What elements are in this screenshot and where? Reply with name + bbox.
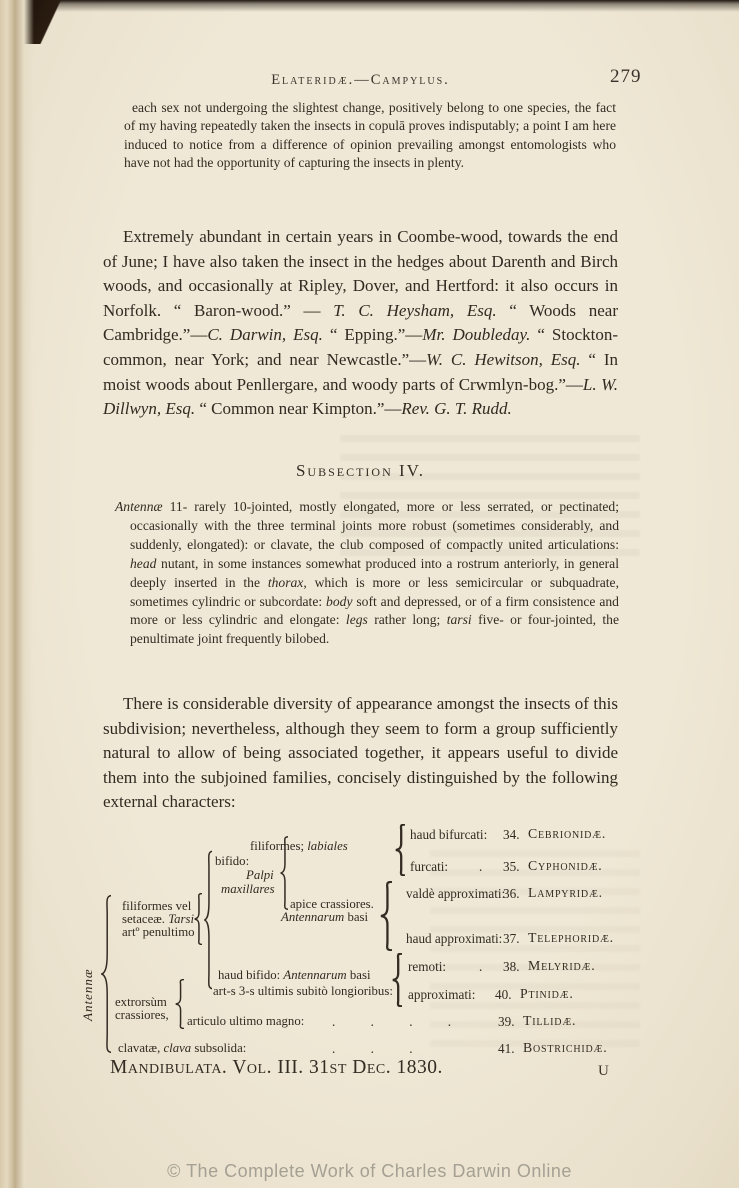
brace-extrorsum-group: [175, 979, 184, 1029]
key-family-number: 39.: [498, 1014, 515, 1029]
key-family-name: Cyphonidæ.: [528, 858, 603, 873]
key-label: art-s 3-s ultimis subitò longioribus:: [213, 984, 393, 998]
brace-antennarum-basi-outcomes: [380, 881, 392, 951]
brace-tarsi-penultimo: [194, 893, 202, 945]
brace-antennae-root: [101, 894, 111, 1054]
key-label: articulo ultimo magno:: [187, 1014, 305, 1028]
key-label: bifido:: [215, 854, 250, 868]
key-family-name: Telephoridæ.: [528, 930, 614, 945]
key-family-name: Melyridæ.: [528, 958, 596, 973]
key-family-number: 37.: [503, 931, 520, 946]
brace-bifido-group: [204, 850, 212, 990]
gathering-mark: U: [598, 1063, 609, 1079]
key-label: Palpi: [246, 868, 274, 882]
key-family-number: 36.: [503, 886, 520, 901]
key-family-number: 38.: [503, 959, 520, 974]
signature-line: Mandibulata. Vol. III. 31st Dec. 1830.: [110, 1057, 443, 1078]
key-term: remoti:: [408, 959, 447, 974]
paragraph-antennae-diagnosis: Antennæ 11- rarely 10-jointed, mostly elongated, more or less serrated, or pectinated; occasionally with the three terminal joints more robust (sometimes considerably, and suddenly, elongated): or clavate, the club composed of compactly united articulations: head nutant, in some instances somewhat produced into a rostrum anteriorly, in general deeply inserted in the thorax, which is more or less semicircular or subquadrate, sometimes cylindric or subcordate: body soft and depressed, or of a firm consistence and more or less cylindric and elongate: legs rather long; tarsi five- or four-jointed, the penultimate joint frequently bilobed.: [115, 499, 619, 647]
dot-leader: . . . .: [332, 1014, 452, 1029]
dot-leader: .: [479, 859, 483, 874]
key-label: apice crassiores.: [290, 897, 374, 911]
key-family-number: 34.: [503, 827, 520, 842]
key-family-name: Tillidæ.: [523, 1013, 577, 1028]
paragraph-families-intro: There is considerable diversity of appearance amongst the insects of this subdivision; nevertheless, although they seem to form a group sufficiently natural to allow of being associated together, it appears useful to divide them into the subjoined families, concisely distinguished by the following external characters:: [103, 694, 618, 812]
key-family-number: 35.: [503, 859, 520, 874]
darwin-online-watermark: © The Complete Work of Charles Darwin Online: [167, 1161, 572, 1181]
page-gutter-edge: [0, 0, 34, 1188]
key-term: haud bifurcati:: [410, 827, 488, 842]
page-number: 279: [610, 66, 642, 87]
dot-leader: .: [479, 959, 483, 974]
key-label: filiformes; labiales: [250, 839, 348, 853]
key-term: approximati:: [408, 987, 476, 1002]
paragraph-species-note: each sex not undergoing the slightest change, positively belong to one species, the fact of my having repeatedly taken the insects in copulā proves indisputably; a point I am here induced to notice from a difference of opinion prevailing amongst entomologists who have not had the opportunity of capturing the insects in plenty.: [124, 100, 616, 171]
running-header: Elateridæ.—Campylus.: [271, 72, 450, 88]
key-label: extrorsùm: [115, 995, 167, 1009]
key-label: Antennarum basi: [281, 910, 369, 924]
key-label: filiformes vel: [122, 899, 192, 913]
brace-labiales-outcomes: [395, 824, 405, 876]
paragraph-localities: Extremely abundant in certain years in Coombe-wood, towards the end of June; I have also taken the insect in the hedges about Darenth and Birch woods, and occasionally at Ripley, Dover, and Hertford: it also occurs in Norfolk. “ Baron-wood.” — T. C. Heysham, Esq. “ Woods near Cambridge.”—C. Darwin, Esq. “ Epping.”—Mr. Doubleday. “ Stockton-common, near York; and near Newcastle.”—W. C. Hewitson, Esq. “ In moist woods about Penllergare, and woody parts of Crwmlyn-bog.”—L. W. Dillwyn, Esq. “ Common near Kimpton.”—Rev. G. T. Rudd.: [103, 227, 619, 419]
key-term: valdè approximati:: [406, 886, 506, 901]
subsection-heading: Subsection IV.: [295, 461, 426, 480]
key-family-name: Cebrionidæ.: [528, 826, 607, 841]
key-side-label-antennae: Antennæ: [80, 968, 95, 1021]
key-term: haud approximati:: [406, 931, 503, 946]
key-family-number: 41.: [498, 1041, 515, 1056]
brace-remoti-outcomes: [392, 953, 402, 1007]
key-family-name: Ptinidæ.: [520, 986, 574, 1001]
key-family-number: 40.: [495, 987, 512, 1002]
dot-leader: . . .: [332, 1041, 413, 1056]
key-label: crassiores,: [115, 1008, 169, 1022]
key-label: maxillares: [221, 882, 275, 896]
key-family-name: Bostrichidæ.: [523, 1040, 608, 1055]
key-label: clavatæ, clava subsolida:: [118, 1041, 247, 1055]
key-label: haud bifido: Antennarum basi: [218, 968, 371, 982]
key-label: artº penultimo: [122, 925, 195, 939]
key-term: furcati:: [410, 859, 449, 874]
key-label: setaceæ. Tarsi: [122, 912, 195, 926]
key-family-name: Lampyridæ.: [528, 885, 603, 900]
